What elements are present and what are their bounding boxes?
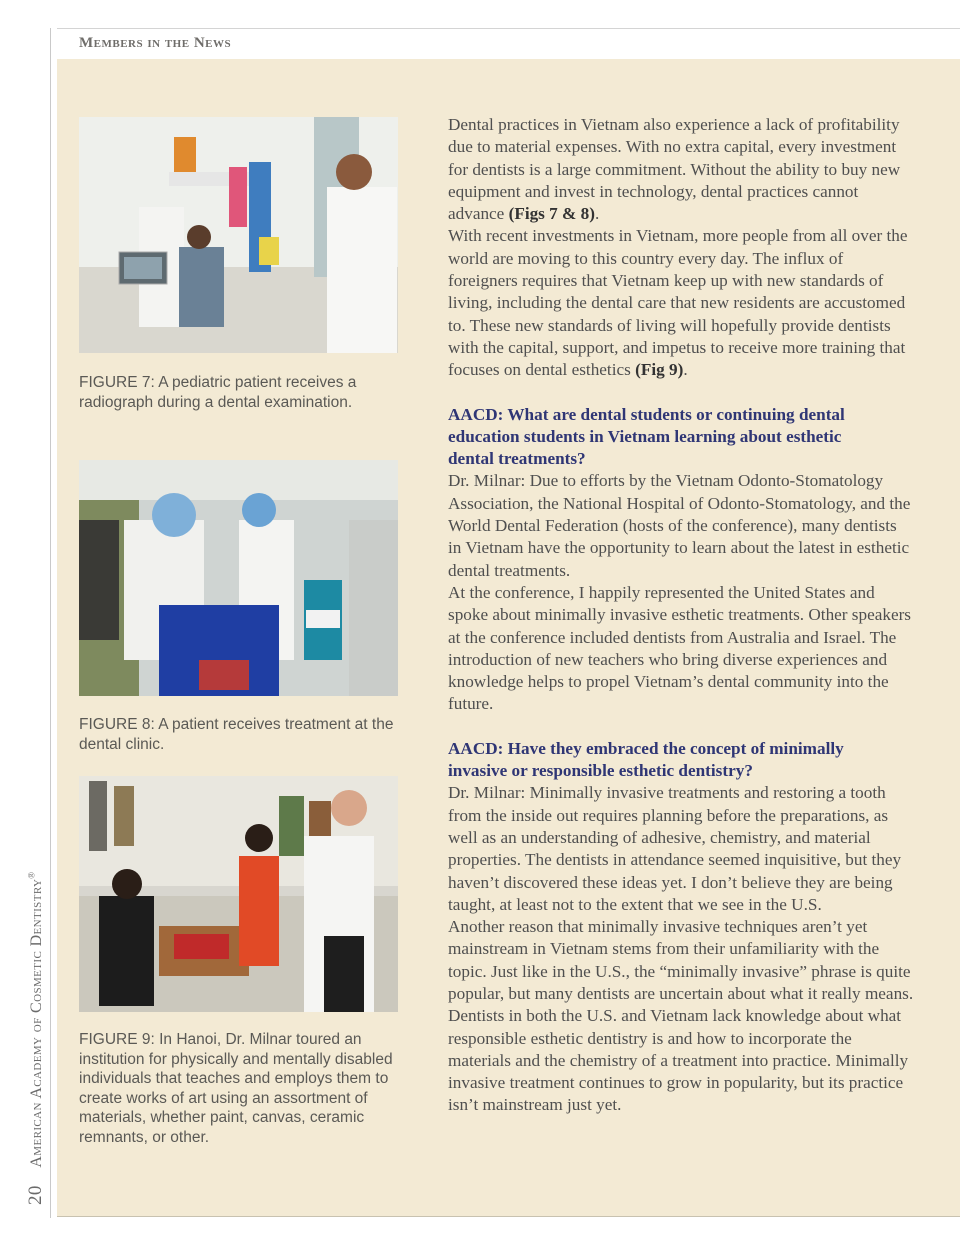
registered-mark: ® [26, 871, 37, 879]
header-bar [57, 28, 960, 60]
spine-label [25, 871, 47, 1205]
paragraph-end: . [595, 204, 600, 224]
article-column [448, 114, 914, 1117]
paragraph-text: Dental practices in Vietnam also experience a lack of profitability due to material expenses. With no extra capital, every investment for dentists is a large commitment. Without the ability to buy new equipment and invest in technology, dental practices cannot advance [448, 115, 901, 224]
side-rule [50, 28, 51, 1218]
interview-answer: Dr. Milnar: Minimally invasive treatments and restoring a tooth from the inside out requires planning before the preparations, as well as an understanding of adhesive, chemistry, and material properties. The dentists in attendance seemed inquisitive, but they haven’t discovered these ideas yet. I don’t believe they are being taught, at least not to the extent that we see in the U.S. [448, 783, 902, 914]
section-title: Members in the News [79, 35, 232, 51]
figure-8-caption: FIGURE 8: A patient receives treatment at the dental clinic. [79, 716, 394, 753]
publication-name: American Academy of Cosmetic Dentistry [28, 878, 45, 1168]
figure-7-photo [79, 117, 398, 353]
interview-answer: Another reason that minimally invasive techniques aren’t yet mainstream in Vietnam stems from their unfamiliarity with the topic. Just like in the U.S., the “minimally invasive” phrase is quite popular, but many dentists are uncertain about what it really means. Dentists in both the U.S. and Vietnam lack knowledge about what responsible esthetic dentistry is and how to incorporate the materials and the chemistry of a treatment into practice. Minimally invasive treatment continues to grow in popularity, but its practice isn’t mainstream just yet. [448, 917, 914, 1115]
interview-question: AACD: Have they embraced the concept of minimally invasive or responsible esthetic dentistry? [448, 738, 844, 781]
figure-reference: (Fig 9) [635, 360, 684, 380]
page-number: 20 [25, 1185, 46, 1205]
figure-9-photo [79, 776, 398, 1012]
paragraph-end: . [683, 360, 688, 380]
interview-question: AACD: What are dental students or continuing dental education students in Vietnam learning about esthetic dental treatments? [448, 404, 845, 469]
interview-answer: At the conference, I happily represented the United States and spoke about minimally invasive esthetic treatments. Other speakers at the conference included dentists from Australia and Israel. The introduction of new teachers who bring diverse experiences and knowledge helps to propel Vietnam’s dental community into the future. [448, 582, 911, 714]
figure-7-caption: FIGURE 7: A pediatric patient receives a radiograph during a dental examination. [79, 374, 357, 411]
article-paragraph [448, 225, 914, 381]
article-paragraph [448, 114, 914, 225]
figure-8-photo [79, 460, 398, 696]
figure-9-caption: FIGURE 9: In Hanoi, Dr. Milnar toured an institution for physically and mentally disabled individuals that teaches and employs them to create works of art using an assortment of materials, whether paint, canvas, ceramic remnants, or other. [79, 1031, 393, 1146]
paragraph-text: With recent investments in Vietnam, more people from all over the world are moving to this country every day. The influx of foreigners requires that Vietnam keep up with new standards of living, including the dental care that new residents are accustomed to. These new standards of living will hopefully provide dentists with the capital, support, and impetus to receive more training that focuses on dental esthetics [448, 226, 908, 380]
interview-answer: Dr. Milnar: Due to efforts by the Vietnam Odonto-Stomatology Association, the National Hospital of Odonto-Stomatology, and the World Dental Federation (hosts of the conference), many dentists in Vietnam have the opportunity to learn about the latest in esthetic dental treatments. [448, 471, 911, 580]
figure-reference: (Figs 7 & 8) [508, 204, 595, 224]
